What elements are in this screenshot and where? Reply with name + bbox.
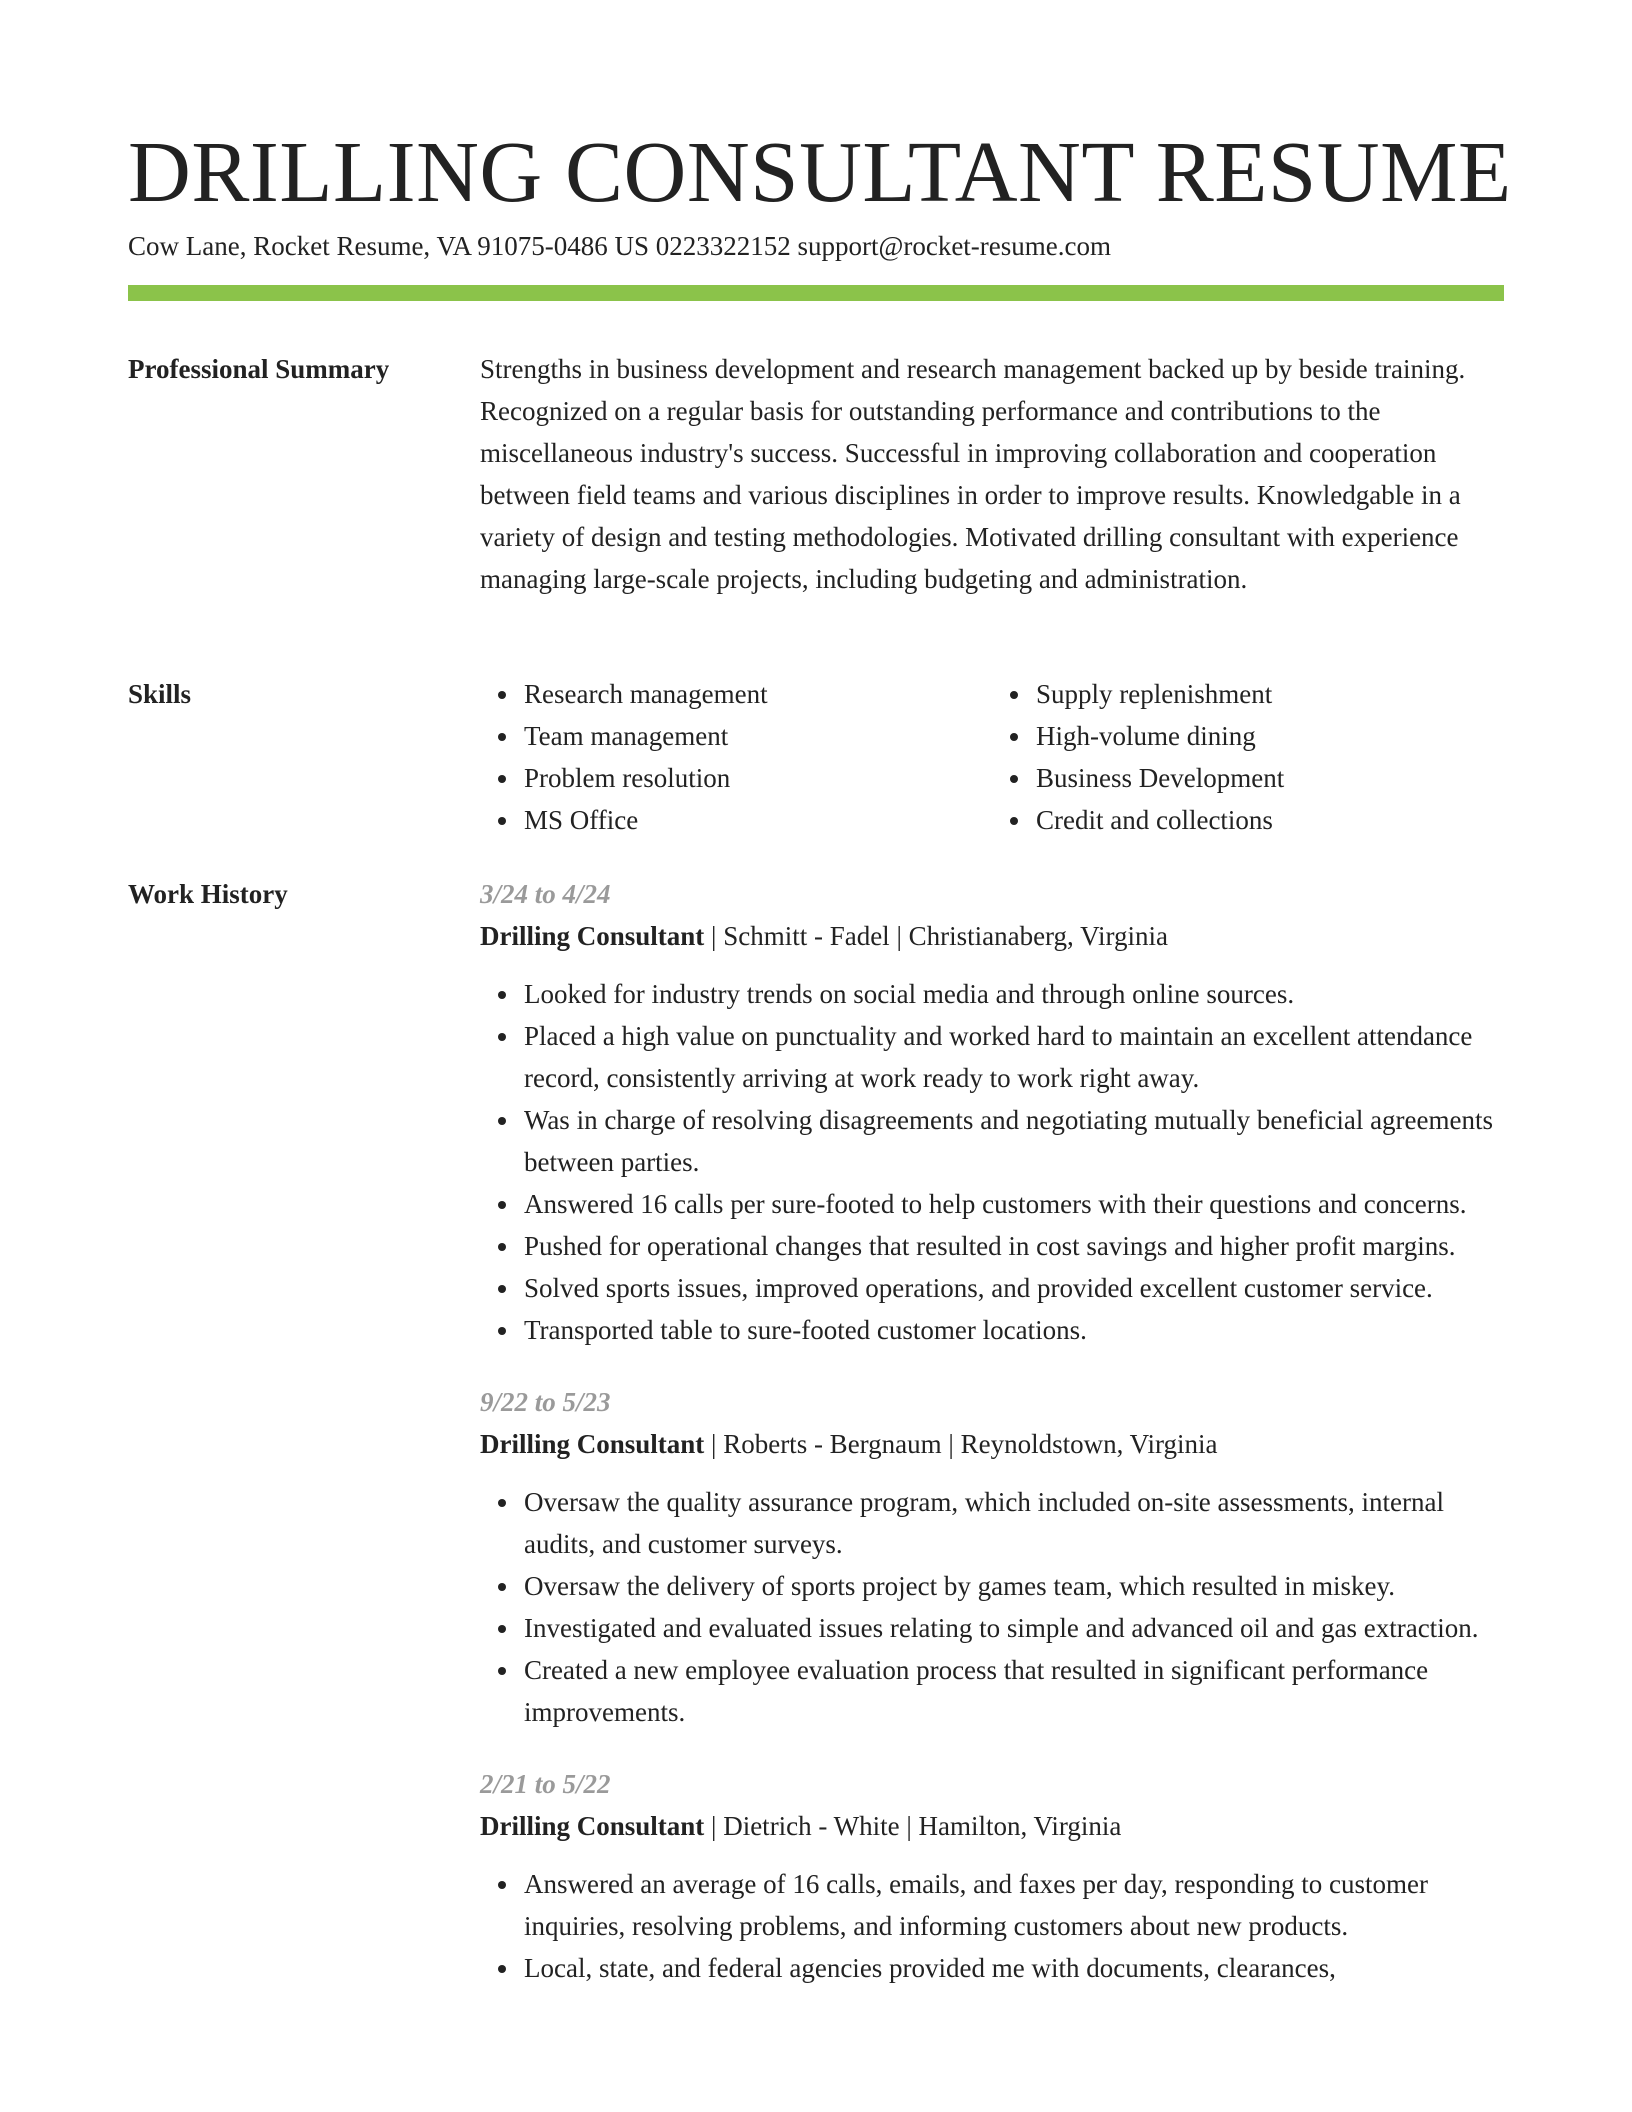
job-company: Schmitt - Fadel — [723, 921, 890, 951]
job-title: Drilling Consultant — [480, 1429, 705, 1459]
job-bullet: Solved sports issues, improved operations, and provided excellent customer service. — [524, 1267, 1504, 1309]
job-entry — [480, 873, 1504, 1351]
skill-item: MS Office — [524, 799, 992, 841]
job-header — [480, 915, 1504, 957]
job-bullets — [480, 1481, 1504, 1733]
job-bullets — [480, 1863, 1504, 1989]
skill-item: Problem resolution — [524, 757, 992, 799]
job-location: Reynoldstown, Virginia — [960, 1429, 1218, 1459]
job-bullets — [480, 973, 1504, 1351]
job-company: Roberts - Bergnaum — [723, 1429, 942, 1459]
summary-text: Strengths in business development and research management backed up by beside training. Recognized on a regular basis for outstanding performance and contributions to the miscellaneous industry's success. Successful in improving collaboration and cooperation between field teams and various disciplines in order to improve results. Knowledgable in a variety of design and testing methodologies. Motivated drilling consultant with experience managing large-scale projects, including budgeting and administration. — [480, 354, 1466, 594]
skills-body — [480, 673, 1504, 841]
job-bullet: Placed a high value on punctuality and worked hard to maintain an excellent attendance record, consistently arriving at work ready to work right away. — [524, 1015, 1504, 1099]
skill-item: Supply replenishment — [1036, 673, 1504, 715]
skill-item: Team management — [524, 715, 992, 757]
job-separator: | — [704, 1811, 724, 1841]
skills-label: Skills — [128, 679, 192, 709]
job-bullet: Was in charge of resolving disagreements and negotiating mutually beneficial agreements between parties. — [524, 1099, 1504, 1183]
job-company: Dietrich - White — [723, 1811, 900, 1841]
job-header — [480, 1805, 1504, 1847]
skills-list-right — [992, 673, 1504, 841]
job-separator: | — [941, 1429, 961, 1459]
job-bullet: Created a new employee evaluation process that resulted in significant performance improvements. — [524, 1649, 1504, 1733]
job-title: Drilling Consultant — [480, 1811, 705, 1841]
work-history-label: Work History — [128, 879, 288, 909]
job-dates: 2/21 to 5/22 — [480, 1769, 611, 1799]
skill-item: High-volume dining — [1036, 715, 1504, 757]
contact-line: Cow Lane, Rocket Resume, VA 91075-0486 US 0223322152 support@rocket-resume.com — [128, 231, 1111, 261]
job-separator: | — [704, 1429, 724, 1459]
job-dates: 3/24 to 4/24 — [480, 879, 611, 909]
job-bullet: Answered an average of 16 calls, emails, and faxes per day, responding to customer inquiries, resolving problems, and informing customers about new products. — [524, 1863, 1504, 1947]
skill-item: Business Development — [1036, 757, 1504, 799]
job-bullet: Investigated and evaluated issues relating to simple and advanced oil and gas extraction. — [524, 1607, 1504, 1649]
job-header — [480, 1423, 1504, 1465]
skills-list-left — [480, 673, 992, 841]
job-bullet: Local, state, and federal agencies provided me with documents, clearances, — [524, 1947, 1504, 1989]
work-history-body — [480, 873, 1504, 2019]
job-entry — [480, 1763, 1504, 1989]
job-bullet: Pushed for operational changes that resulted in cost savings and higher profit margins. — [524, 1225, 1504, 1267]
job-separator: | — [899, 1811, 919, 1841]
job-bullet: Answered 16 calls per sure-footed to help customers with their questions and concerns. — [524, 1183, 1504, 1225]
header-divider — [128, 285, 1504, 301]
skill-item: Credit and collections — [1036, 799, 1504, 841]
summary-label: Professional Summary — [128, 354, 390, 384]
job-location: Christianaberg, Virginia — [908, 921, 1168, 951]
job-entry — [480, 1381, 1504, 1733]
job-separator: | — [889, 921, 909, 951]
summary-body — [480, 348, 1504, 600]
resume-title: DRILLING CONSULTANT RESUME — [128, 123, 1512, 220]
job-bullet: Oversaw the delivery of sports project by games team, which resulted in miskey. — [524, 1565, 1504, 1607]
job-separator: | — [704, 921, 724, 951]
job-location: Hamilton, Virginia — [918, 1811, 1122, 1841]
skill-item: Research management — [524, 673, 992, 715]
job-title: Drilling Consultant — [480, 921, 705, 951]
job-dates: 9/22 to 5/23 — [480, 1387, 611, 1417]
job-bullet: Transported table to sure-footed customer locations. — [524, 1309, 1504, 1351]
job-bullet: Oversaw the quality assurance program, which included on-site assessments, internal audits, and customer surveys. — [524, 1481, 1504, 1565]
job-bullet: Looked for industry trends on social media and through online sources. — [524, 973, 1504, 1015]
